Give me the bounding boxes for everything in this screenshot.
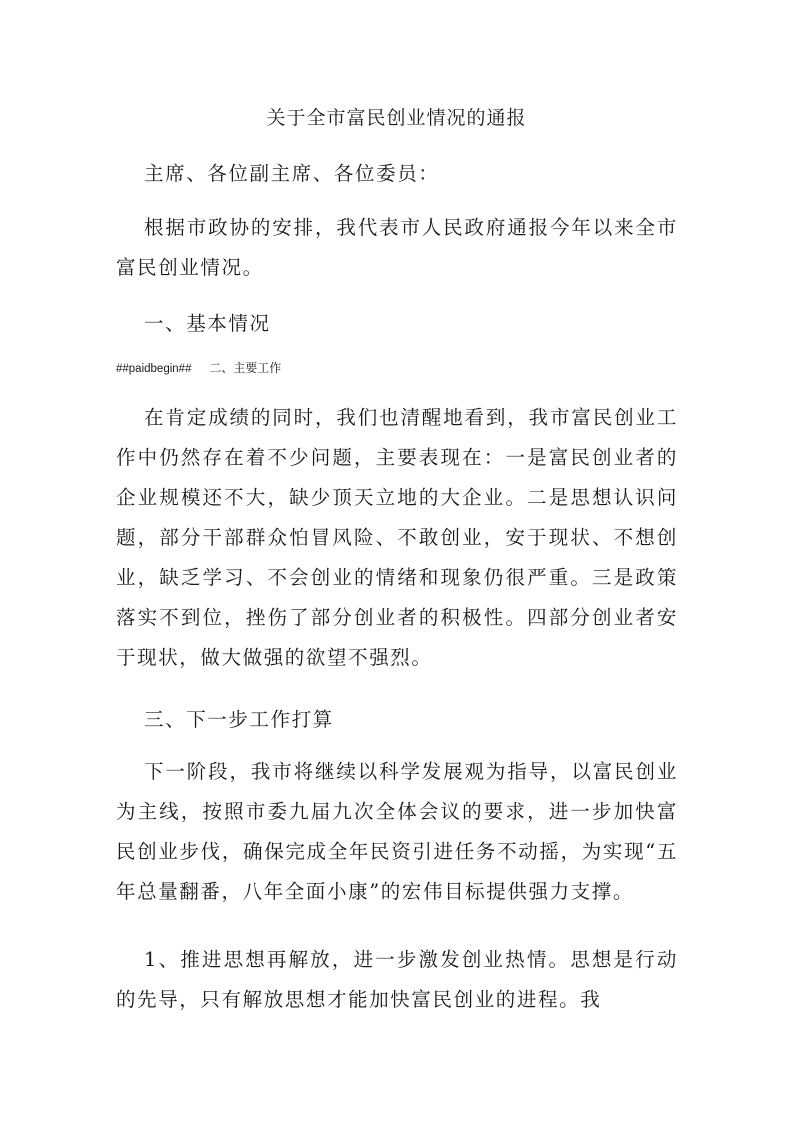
- section1-heading: 一、基本情况: [144, 312, 271, 335]
- greeting-paragraph: 主席、各位副主席、各位委员：: [144, 162, 440, 185]
- section2-heading: 二、主要工作: [209, 361, 282, 375]
- paid-marker-line: [116, 358, 281, 379]
- problems-paragraph: 在肯定成绩的同时，我们也清醒地看到，我市富民创业工作中仍然存在着不少问题，主要表现在：一是富民创业者的企业规模还不大，缺少顶天立地的大企业。二是思想认识问题，部分干部群众怕冒风险、不敢创业，安于现状、不想创业，缺乏学习、不会创业的情绪和现象仍很严重。三是政策落实不到位，挫伤了部分创业者的积极性。四部分创业者安于现状，做大做强的欲望不强烈。: [116, 406, 678, 669]
- section3-heading: 三、下一步工作打算: [144, 708, 334, 731]
- paid-marker: ##paidbegin##: [116, 363, 192, 375]
- intro-paragraph: 根据市政协的安排，我代表市人民政府通报今年以来全市富民创业情况。: [116, 216, 678, 279]
- plan-paragraph: 下一阶段，我市将继续以科学发展观为指导，以富民创业为主线，按照市委九届九次全体会议的要求，进一步加快富民创业步伐，确保完成全年民资引进任务不动摇，为实现“五年总量翻番，八年全面小康”的宏伟目标提供强力支撑。: [116, 760, 678, 903]
- item1-paragraph: 1、推进思想再解放，进一步激发创业热情。思想是行动的先导，只有解放思想才能加快富民创业的进程。我: [116, 948, 678, 1011]
- document-title: 关于全市富民创业情况的通报: [266, 107, 527, 129]
